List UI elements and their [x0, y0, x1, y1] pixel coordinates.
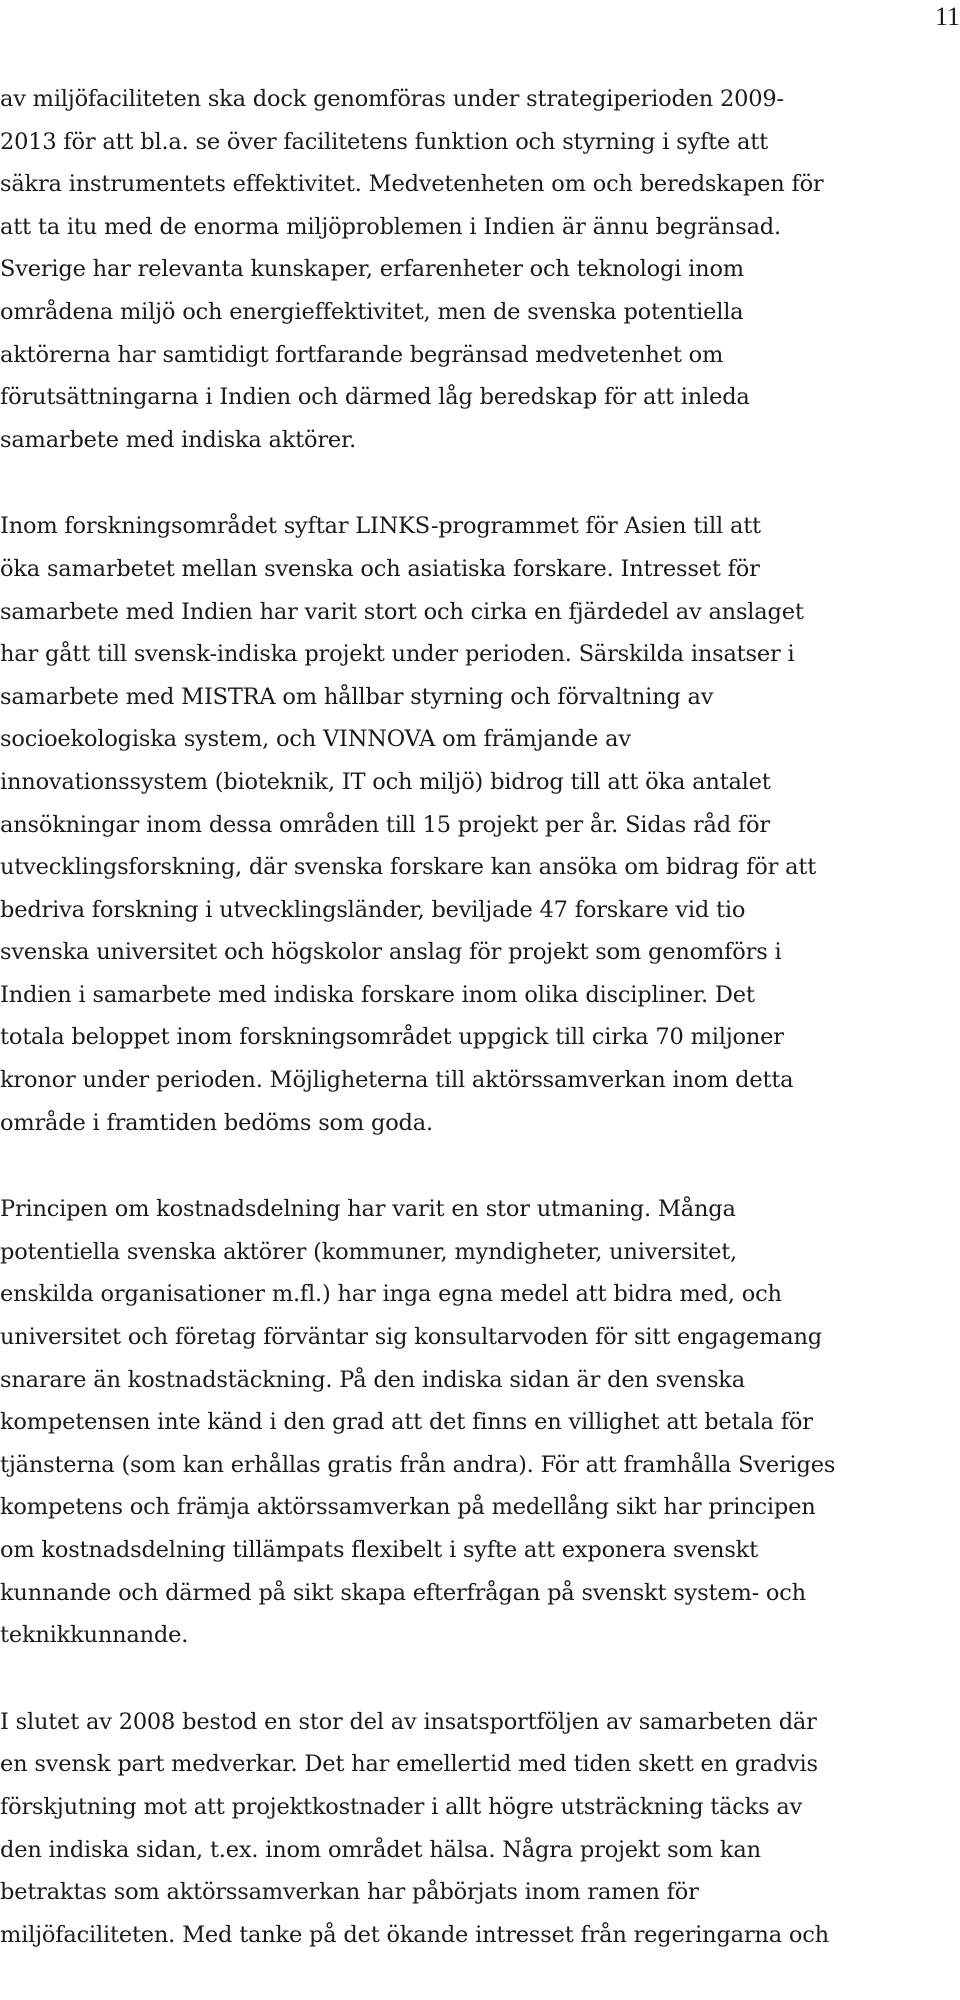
text-line: öka samarbetet mellan svenska och asiatiska forskare. Intresset för — [0, 555, 760, 582]
text-line: samarbete med Indien har varit stort och cirka en fjärdedel av anslaget — [0, 598, 804, 625]
text-line: den indiska sidan, t.ex. inom området hälsa. Några projekt som kan — [0, 1836, 761, 1863]
text-line: bedriva forskning i utvecklingsländer, beviljade 47 forskare vid tio — [0, 896, 746, 923]
text-line: en svensk part medverkar. Det har emellertid med tiden skett en gradvis — [0, 1751, 818, 1778]
text-line: kompetensen inte känd i den grad att det finns en villighet att betala för — [0, 1409, 813, 1436]
text-line: kompetens och främja aktörssamverkan på medellång sikt har principen — [0, 1494, 816, 1521]
text-line: områdena miljö och energieffektivitet, men de svenska potentiella — [0, 298, 744, 325]
text-line: kronor under perioden. Möjligheterna till aktörssamverkan inom detta — [0, 1067, 794, 1094]
text-line: kunnande och därmed på sikt skapa efterfrågan på svenskt system- och — [0, 1579, 806, 1606]
text-line: aktörerna har samtidigt fortfarande begränsad medvetenhet om — [0, 341, 724, 368]
text-line: socioekologiska system, och VINNOVA om främjande av — [0, 726, 631, 753]
text-line: ansökningar inom dessa områden till 15 projekt per år. Sidas råd för — [0, 811, 770, 838]
text-line: om kostnadsdelning tillämpats flexibelt i syfte att exponera svenskt — [0, 1537, 758, 1563]
text-line: 2013 för att bl.a. se över facilitetens funktion och styrning i syfte att — [0, 128, 768, 155]
text-line: potentiella svenska aktörer (kommuner, myndigheter, universitet, — [0, 1238, 737, 1265]
text-line: universitet och företag förväntar sig konsultarvoden för sitt engagemang — [0, 1324, 822, 1351]
text-line: svenska universitet och högskolor anslag för projekt som genomförs i — [0, 939, 782, 966]
text-line: att ta itu med de enorma miljöproblemen i Indien är ännu begränsad. — [0, 213, 781, 240]
text-line: område i framtiden bedöms som goda. — [0, 1109, 433, 1136]
paragraph — [0, 1701, 960, 1957]
text-line: Principen om kostnadsdelning har varit en stor utmaning. Många — [0, 1196, 736, 1223]
paragraph — [0, 78, 960, 461]
text-line: enskilda organisationer m.fl.) har inga egna medel att bidra med, och — [0, 1281, 782, 1308]
text-line: miljöfaciliteten. Med tanke på det ökande intresset från regeringarna och — [0, 1921, 829, 1948]
text-line: tjänsterna (som kan erhållas gratis från andra). För att framhålla Sveriges — [0, 1451, 836, 1478]
text-line: av miljöfaciliteten ska dock genomföras under strategiperioden 2009- — [0, 86, 784, 112]
text-line: innovationssystem (bioteknik, IT och miljö) bidrog till att öka antalet — [0, 768, 771, 795]
text-line: Inom forskningsområdet syftar LINKS-programmet för Asien till att — [0, 513, 761, 540]
text-line: samarbete med indiska aktörer. — [0, 426, 357, 453]
text-line: utvecklingsforskning, där svenska forskare kan ansöka om bidrag för att — [0, 854, 817, 881]
text-line: totala beloppet inom forskningsområdet uppgick till cirka 70 miljoner — [0, 1024, 784, 1051]
text-line: förutsättningarna i Indien och därmed låg beredskap för att inleda — [0, 384, 750, 411]
page-number: 11 — [934, 2, 960, 31]
text-line: förskjutning mot att projektkostnader i allt högre utsträckning täcks av — [0, 1793, 803, 1820]
text-line: har gått till svensk-indiska projekt under perioden. Särskilda insatser i — [0, 641, 795, 668]
paragraph — [0, 505, 960, 1144]
text-line: betraktas som aktörssamverkan har påbörjats inom ramen för — [0, 1879, 699, 1906]
text-line: snarare än kostnadstäckning. På den indiska sidan är den svenska — [0, 1366, 745, 1393]
text-line: säkra instrumentets effektivitet. Medvetenheten om och beredskapen för — [0, 171, 824, 198]
text-line: Sverige har relevanta kunskaper, erfarenheter och teknologi inom — [0, 256, 744, 283]
text-line: Indien i samarbete med indiska forskare inom olika discipliner. Det — [0, 981, 755, 1008]
text-line: teknikkunnande. — [0, 1622, 189, 1649]
paragraph — [0, 1188, 960, 1657]
text-line: I slutet av 2008 bestod en stor del av insatsportföljen av samarbeten där — [0, 1708, 817, 1735]
text-line: samarbete med MISTRA om hållbar styrning och förvaltning av — [0, 683, 714, 710]
document-body — [0, 78, 960, 2000]
